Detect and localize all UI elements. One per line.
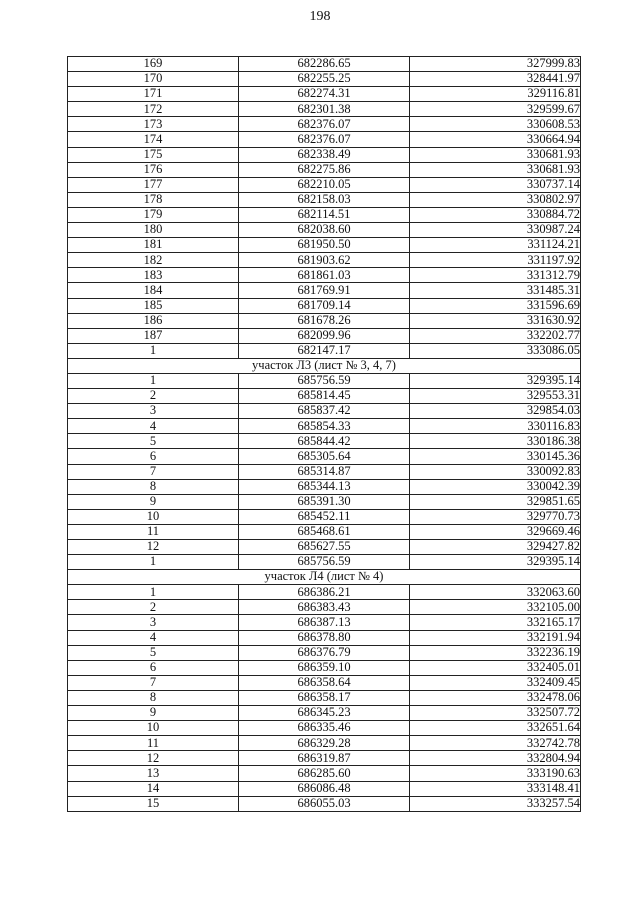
point-number-cell: 13 xyxy=(68,766,239,781)
x-coordinate-cell: 685344.13 xyxy=(239,479,410,494)
point-number-cell: 1 xyxy=(68,343,239,358)
y-coordinate-cell: 330987.24 xyxy=(410,223,581,238)
point-number-cell: 180 xyxy=(68,223,239,238)
y-coordinate-cell: 332405.01 xyxy=(410,660,581,675)
table-row xyxy=(68,147,581,162)
y-coordinate-cell: 330186.38 xyxy=(410,434,581,449)
point-number-cell: 14 xyxy=(68,781,239,796)
table-row xyxy=(68,766,581,781)
x-coordinate-cell: 685837.42 xyxy=(239,404,410,419)
section-heading: участок Л3 (лист № 3, 4, 7) xyxy=(68,358,581,373)
x-coordinate-cell: 681678.26 xyxy=(239,313,410,328)
y-coordinate-cell: 332165.17 xyxy=(410,615,581,630)
table-row xyxy=(68,751,581,766)
point-number-cell: 2 xyxy=(68,389,239,404)
y-coordinate-cell: 333148.41 xyxy=(410,781,581,796)
x-coordinate-cell: 686285.60 xyxy=(239,766,410,781)
point-number-cell: 12 xyxy=(68,540,239,555)
y-coordinate-cell: 333190.63 xyxy=(410,766,581,781)
x-coordinate-cell: 682114.51 xyxy=(239,207,410,222)
table-row xyxy=(68,690,581,705)
x-coordinate-cell: 682099.96 xyxy=(239,328,410,343)
y-coordinate-cell: 332507.72 xyxy=(410,706,581,721)
table-row xyxy=(68,706,581,721)
x-coordinate-cell: 681709.14 xyxy=(239,298,410,313)
point-number-cell: 9 xyxy=(68,494,239,509)
point-number-cell: 11 xyxy=(68,736,239,751)
table-row xyxy=(68,494,581,509)
y-coordinate-cell: 330092.83 xyxy=(410,464,581,479)
x-coordinate-cell: 686386.21 xyxy=(239,585,410,600)
point-number-cell: 172 xyxy=(68,102,239,117)
y-coordinate-cell: 332191.94 xyxy=(410,630,581,645)
table-row xyxy=(68,87,581,102)
table-row xyxy=(68,600,581,615)
x-coordinate-cell: 685452.11 xyxy=(239,509,410,524)
y-coordinate-cell: 329427.82 xyxy=(410,540,581,555)
coordinates-table-body xyxy=(68,57,581,812)
table-row xyxy=(68,736,581,751)
x-coordinate-cell: 681950.50 xyxy=(239,238,410,253)
section-heading-row xyxy=(68,570,581,585)
y-coordinate-cell: 329770.73 xyxy=(410,509,581,524)
y-coordinate-cell: 332478.06 xyxy=(410,690,581,705)
coordinates-table xyxy=(67,56,581,812)
y-coordinate-cell: 331197.92 xyxy=(410,253,581,268)
y-coordinate-cell: 328441.97 xyxy=(410,72,581,87)
x-coordinate-cell: 682301.38 xyxy=(239,102,410,117)
x-coordinate-cell: 682158.03 xyxy=(239,192,410,207)
point-number-cell: 173 xyxy=(68,117,239,132)
x-coordinate-cell: 685468.61 xyxy=(239,524,410,539)
point-number-cell: 6 xyxy=(68,449,239,464)
x-coordinate-cell: 686359.10 xyxy=(239,660,410,675)
y-coordinate-cell: 332105.00 xyxy=(410,600,581,615)
point-number-cell: 178 xyxy=(68,192,239,207)
y-coordinate-cell: 329854.03 xyxy=(410,404,581,419)
y-coordinate-cell: 332804.94 xyxy=(410,751,581,766)
y-coordinate-cell: 331630.92 xyxy=(410,313,581,328)
point-number-cell: 11 xyxy=(68,524,239,539)
x-coordinate-cell: 686319.87 xyxy=(239,751,410,766)
table-row xyxy=(68,630,581,645)
y-coordinate-cell: 330145.36 xyxy=(410,449,581,464)
table-row xyxy=(68,328,581,343)
y-coordinate-cell: 332742.78 xyxy=(410,736,581,751)
point-number-cell: 12 xyxy=(68,751,239,766)
table-row xyxy=(68,177,581,192)
point-number-cell: 4 xyxy=(68,419,239,434)
x-coordinate-cell: 686358.64 xyxy=(239,675,410,690)
y-coordinate-cell: 330884.72 xyxy=(410,207,581,222)
x-coordinate-cell: 682286.65 xyxy=(239,57,410,72)
y-coordinate-cell: 330737.14 xyxy=(410,177,581,192)
table-row xyxy=(68,419,581,434)
x-coordinate-cell: 682376.07 xyxy=(239,132,410,147)
x-coordinate-cell: 681769.91 xyxy=(239,283,410,298)
point-number-cell: 184 xyxy=(68,283,239,298)
y-coordinate-cell: 329669.46 xyxy=(410,524,581,539)
point-number-cell: 171 xyxy=(68,87,239,102)
point-number-cell: 7 xyxy=(68,675,239,690)
page-number: 198 xyxy=(309,9,331,24)
point-number-cell: 1 xyxy=(68,373,239,388)
y-coordinate-cell: 333257.54 xyxy=(410,796,581,811)
table-row xyxy=(68,268,581,283)
x-coordinate-cell: 682255.25 xyxy=(239,72,410,87)
y-coordinate-cell: 332202.77 xyxy=(410,328,581,343)
table-row xyxy=(68,404,581,419)
x-coordinate-cell: 686376.79 xyxy=(239,645,410,660)
table-row xyxy=(68,721,581,736)
point-number-cell: 2 xyxy=(68,600,239,615)
point-number-cell: 10 xyxy=(68,509,239,524)
table-row xyxy=(68,645,581,660)
x-coordinate-cell: 685305.64 xyxy=(239,449,410,464)
table-row xyxy=(68,781,581,796)
point-number-cell: 9 xyxy=(68,706,239,721)
x-coordinate-cell: 685627.55 xyxy=(239,540,410,555)
table-row xyxy=(68,117,581,132)
x-coordinate-cell: 682210.05 xyxy=(239,177,410,192)
section-heading: участок Л4 (лист № 4) xyxy=(68,570,581,585)
y-coordinate-cell: 329395.14 xyxy=(410,555,581,570)
x-coordinate-cell: 682274.31 xyxy=(239,87,410,102)
table-row xyxy=(68,57,581,72)
table-row xyxy=(68,102,581,117)
point-number-cell: 187 xyxy=(68,328,239,343)
table-row xyxy=(68,540,581,555)
y-coordinate-cell: 329599.67 xyxy=(410,102,581,117)
point-number-cell: 3 xyxy=(68,615,239,630)
table-row xyxy=(68,238,581,253)
x-coordinate-cell: 682147.17 xyxy=(239,343,410,358)
x-coordinate-cell: 686086.48 xyxy=(239,781,410,796)
x-coordinate-cell: 686378.80 xyxy=(239,630,410,645)
point-number-cell: 186 xyxy=(68,313,239,328)
table-row xyxy=(68,585,581,600)
y-coordinate-cell: 329116.81 xyxy=(410,87,581,102)
table-row xyxy=(68,524,581,539)
table-row xyxy=(68,253,581,268)
point-number-cell: 1 xyxy=(68,585,239,600)
point-number-cell: 170 xyxy=(68,72,239,87)
y-coordinate-cell: 330116.83 xyxy=(410,419,581,434)
point-number-cell: 3 xyxy=(68,404,239,419)
y-coordinate-cell: 329395.14 xyxy=(410,373,581,388)
point-number-cell: 176 xyxy=(68,162,239,177)
y-coordinate-cell: 327999.83 xyxy=(410,57,581,72)
y-coordinate-cell: 331596.69 xyxy=(410,298,581,313)
point-number-cell: 1 xyxy=(68,555,239,570)
x-coordinate-cell: 686329.28 xyxy=(239,736,410,751)
x-coordinate-cell: 686358.17 xyxy=(239,690,410,705)
y-coordinate-cell: 332063.60 xyxy=(410,585,581,600)
point-number-cell: 4 xyxy=(68,630,239,645)
point-number-cell: 5 xyxy=(68,645,239,660)
x-coordinate-cell: 686383.43 xyxy=(239,600,410,615)
x-coordinate-cell: 685844.42 xyxy=(239,434,410,449)
table-row xyxy=(68,162,581,177)
point-number-cell: 5 xyxy=(68,434,239,449)
table-row xyxy=(68,555,581,570)
table-row xyxy=(68,464,581,479)
x-coordinate-cell: 681861.03 xyxy=(239,268,410,283)
table-row xyxy=(68,373,581,388)
point-number-cell: 174 xyxy=(68,132,239,147)
table-row xyxy=(68,675,581,690)
y-coordinate-cell: 330681.93 xyxy=(410,162,581,177)
table-row xyxy=(68,615,581,630)
table-row xyxy=(68,132,581,147)
point-number-cell: 181 xyxy=(68,238,239,253)
table-row xyxy=(68,223,581,238)
table-row xyxy=(68,313,581,328)
y-coordinate-cell: 330664.94 xyxy=(410,132,581,147)
table-row xyxy=(68,343,581,358)
table-row xyxy=(68,298,581,313)
y-coordinate-cell: 332651.64 xyxy=(410,721,581,736)
table-row xyxy=(68,796,581,811)
x-coordinate-cell: 686335.46 xyxy=(239,721,410,736)
y-coordinate-cell: 332409.45 xyxy=(410,675,581,690)
y-coordinate-cell: 331485.31 xyxy=(410,283,581,298)
point-number-cell: 177 xyxy=(68,177,239,192)
section-heading-row xyxy=(68,358,581,373)
point-number-cell: 169 xyxy=(68,57,239,72)
x-coordinate-cell: 682376.07 xyxy=(239,117,410,132)
point-number-cell: 8 xyxy=(68,690,239,705)
y-coordinate-cell: 331312.79 xyxy=(410,268,581,283)
x-coordinate-cell: 685314.87 xyxy=(239,464,410,479)
y-coordinate-cell: 329851.65 xyxy=(410,494,581,509)
point-number-cell: 185 xyxy=(68,298,239,313)
table-row xyxy=(68,509,581,524)
point-number-cell: 182 xyxy=(68,253,239,268)
x-coordinate-cell: 686055.03 xyxy=(239,796,410,811)
table-row xyxy=(68,207,581,222)
point-number-cell: 175 xyxy=(68,147,239,162)
x-coordinate-cell: 681903.62 xyxy=(239,253,410,268)
table-row xyxy=(68,479,581,494)
point-number-cell: 10 xyxy=(68,721,239,736)
x-coordinate-cell: 685756.59 xyxy=(239,373,410,388)
y-coordinate-cell: 330681.93 xyxy=(410,147,581,162)
x-coordinate-cell: 682338.49 xyxy=(239,147,410,162)
point-number-cell: 6 xyxy=(68,660,239,675)
table-row xyxy=(68,660,581,675)
table-row xyxy=(68,283,581,298)
x-coordinate-cell: 685391.30 xyxy=(239,494,410,509)
y-coordinate-cell: 330802.97 xyxy=(410,192,581,207)
x-coordinate-cell: 685814.45 xyxy=(239,389,410,404)
point-number-cell: 183 xyxy=(68,268,239,283)
y-coordinate-cell: 333086.05 xyxy=(410,343,581,358)
point-number-cell: 8 xyxy=(68,479,239,494)
x-coordinate-cell: 685756.59 xyxy=(239,555,410,570)
y-coordinate-cell: 330042.39 xyxy=(410,479,581,494)
x-coordinate-cell: 682275.86 xyxy=(239,162,410,177)
table-row xyxy=(68,434,581,449)
point-number-cell: 7 xyxy=(68,464,239,479)
table-row xyxy=(68,389,581,404)
point-number-cell: 15 xyxy=(68,796,239,811)
table-row xyxy=(68,449,581,464)
x-coordinate-cell: 685854.33 xyxy=(239,419,410,434)
y-coordinate-cell: 332236.19 xyxy=(410,645,581,660)
x-coordinate-cell: 682038.60 xyxy=(239,223,410,238)
point-number-cell: 179 xyxy=(68,207,239,222)
y-coordinate-cell: 330608.53 xyxy=(410,117,581,132)
x-coordinate-cell: 686345.23 xyxy=(239,706,410,721)
table-row xyxy=(68,72,581,87)
table-row xyxy=(68,192,581,207)
y-coordinate-cell: 331124.21 xyxy=(410,238,581,253)
x-coordinate-cell: 686387.13 xyxy=(239,615,410,630)
y-coordinate-cell: 329553.31 xyxy=(410,389,581,404)
